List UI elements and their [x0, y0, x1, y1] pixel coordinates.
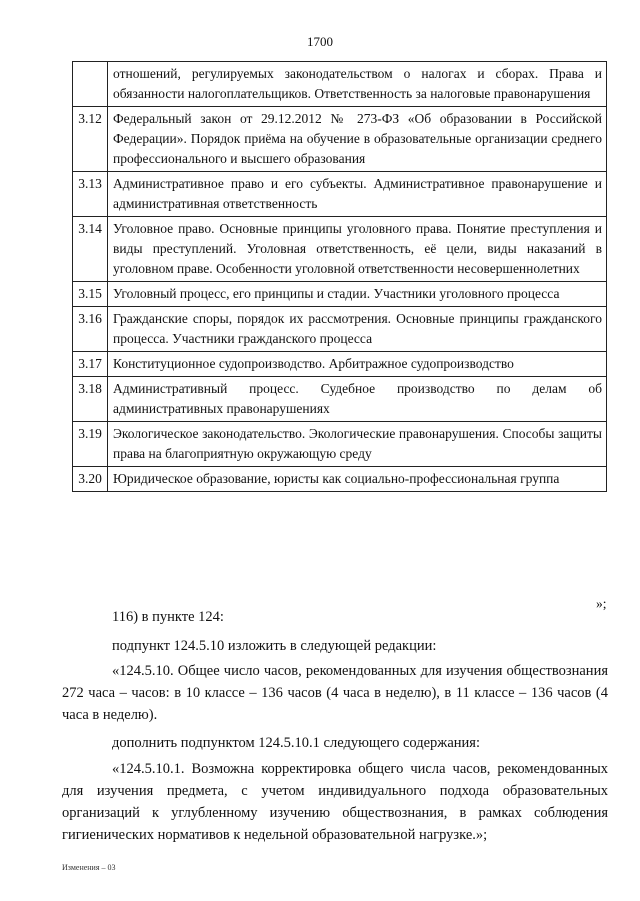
row-text: Юридическое образование, юристы как социально-профессиональная группа	[108, 467, 607, 492]
paragraph-supplement-instruction: дополнить подпунктом 124.5.10.1 следующего содержания:	[112, 735, 480, 751]
row-text: Федеральный закон от 29.12.2012 № 273-ФЗ «Об образовании в Российской Федерации». Порядок приёма на обучение в образовательные организации среднего профессионального и высшего образования	[108, 107, 607, 172]
table-row	[73, 172, 607, 217]
row-text: Экологическое законодательство. Экологические правонарушения. Способы защиты права на благоприятную окружающую среду	[108, 422, 607, 467]
row-number: 3.14	[73, 217, 108, 282]
table-row	[73, 62, 607, 107]
topics-table	[72, 61, 607, 492]
row-number: 3.18	[73, 377, 108, 422]
paragraph-subclause-text: «124.5.10. Общее число часов, рекомендованных для изучения обществознания 272 часа – часов: в 10 классе – 136 часов (4 часа в неделю), в 11 классе – 136 часов (4 часа в неделю).	[62, 663, 608, 723]
row-text: Конституционное судопроизводство. Арбитражное судопроизводство	[108, 352, 607, 377]
page-number: 1700	[307, 34, 333, 49]
table-row	[73, 107, 607, 172]
row-number: 3.17	[73, 352, 108, 377]
footer-note: Изменения – 03	[62, 863, 116, 872]
row-number: 3.13	[73, 172, 108, 217]
paragraph-subclause-instruction: подпункт 124.5.10 изложить в следующей редакции:	[112, 638, 437, 654]
closing-quote-mark: »;	[596, 596, 607, 611]
table-row	[73, 282, 607, 307]
table-row	[73, 422, 607, 467]
table-row	[73, 217, 607, 282]
table-row	[73, 307, 607, 352]
table-row	[73, 352, 607, 377]
row-number: 3.19	[73, 422, 108, 467]
table-row	[73, 377, 607, 422]
row-text: Гражданские споры, порядок их рассмотрения. Основные принципы гражданского процесса. Участники гражданского процесса	[108, 307, 607, 352]
row-text: Административный процесс. Судебное производство по делам об административных правонарушениях	[108, 377, 607, 422]
row-number: 3.12	[73, 107, 108, 172]
row-text: Уголовное право. Основные принципы уголовного права. Понятие преступления и виды преступлений. Уголовная ответственность, её цели, виды наказаний в уголовном праве. Особенности уголовной ответственности несовершеннолетних	[108, 217, 607, 282]
row-text: Уголовный процесс, его принципы и стадии. Участники уголовного процесса	[108, 282, 607, 307]
row-number	[73, 62, 108, 107]
table-row	[73, 467, 607, 492]
paragraph-supplement-text: «124.5.10.1. Возможна корректировка общего числа часов, рекомендованных для изучения предмета, с учетом индивидуального подхода образовательных организаций к углубленному изучению обществознания, в рамках соблюдения гигиенических нормативов к недельной образовательной нагрузке.»;	[62, 761, 608, 843]
paragraph-item-116: 116) в пункте 124:	[112, 609, 224, 625]
row-number: 3.20	[73, 467, 108, 492]
row-text: отношений, регулируемых законодательством о налогах и сборах. Права и обязанности налогоплательщиков. Ответственность за налоговые правонарушения	[108, 62, 607, 107]
row-number: 3.16	[73, 307, 108, 352]
row-text: Административное право и его субъекты. Административное правонарушение и административная ответственность	[108, 172, 607, 217]
row-number: 3.15	[73, 282, 108, 307]
